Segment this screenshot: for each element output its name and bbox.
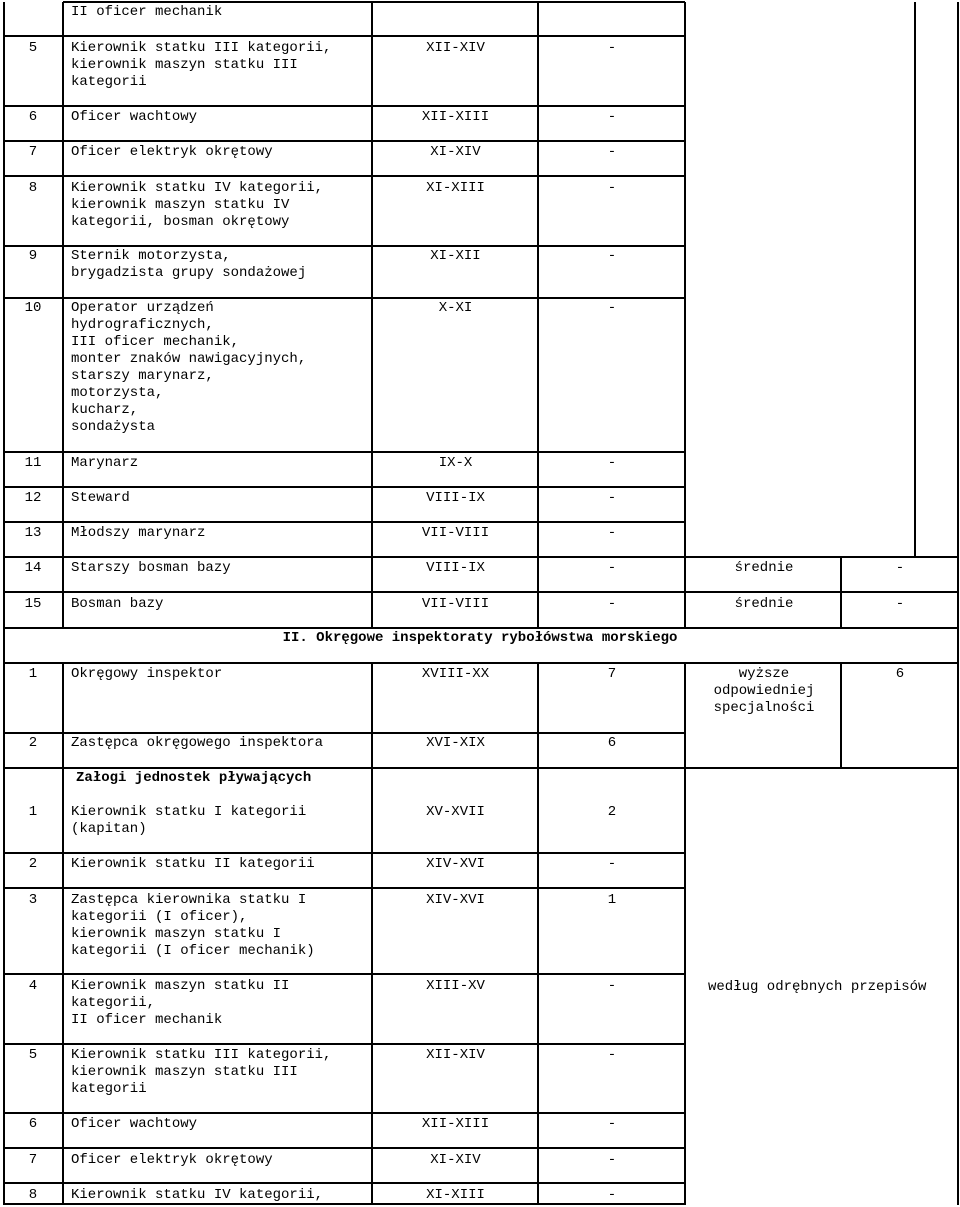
table-cell-col4: 1 [607, 892, 617, 908]
grid-line [4, 105, 685, 107]
grid-line [840, 663, 842, 768]
table-cell-title: Zastępca kierownika statku I kategorii (I oficer), kierownik maszyn statku I kategorii (I oficer mechanik) [71, 892, 315, 959]
table-cell-col4: - [607, 525, 617, 541]
table-cell-title: Operator urządzeń hydrograficznych, III oficer mechanik, monter znaków nawigacyjnych, starszy marynarz, motorzysta, kucharz, sondażysta [71, 300, 307, 435]
grid-line [4, 591, 958, 593]
grid-line [914, 2, 916, 557]
table-cell-title: Oficer elektryk okrętowy [71, 1152, 273, 1168]
table-cell-col4: - [607, 1187, 617, 1203]
table-cell-title: Oficer wachtowy [71, 109, 198, 125]
grid-line [62, 663, 64, 1205]
table-cell-number: 2 [28, 856, 38, 872]
grid-line [63, 1, 685, 3]
table-cell-title: Zastępca okręgowego inspektora [71, 735, 324, 751]
table-cell-number: 1 [28, 666, 38, 682]
table-cell-col4: 7 [607, 666, 617, 682]
table-cell-title: Oficer wachtowy [71, 1116, 198, 1132]
table-cell-col4: - [607, 40, 617, 56]
grid-line [4, 245, 685, 247]
table-cell-title: Okręgowy inspektor [71, 666, 223, 682]
table-cell-col4: 6 [607, 735, 617, 751]
grid-line [4, 852, 685, 854]
table-cell-grade: XI-XIII [426, 180, 485, 196]
table-cell-title: Kierownik statku IV kategorii, kierownik maszyn statku IV kategorii, bosman okrętowy [71, 180, 324, 230]
table-cell-grade: VIII-IX [426, 490, 485, 506]
grid-line [4, 486, 685, 488]
table-cell-col4: - [607, 109, 617, 125]
table-cell-col4: - [607, 300, 617, 316]
table-cell-grade: XII-XIII [421, 1116, 490, 1132]
table-cell-title: II oficer mechanik [71, 4, 223, 20]
table-cell-number: 8 [28, 180, 38, 196]
table-cell-grade: XI-XIII [426, 1187, 485, 1203]
table-cell-grade: XII-XIV [426, 1047, 485, 1063]
table-cell-col4: - [607, 1047, 617, 1063]
table-cell-title: Kierownik statku IV kategorii, [71, 1187, 324, 1203]
table-cell-education: średnie [734, 560, 794, 576]
table-cell-number: 12 [24, 490, 42, 506]
table-cell-number: 13 [24, 525, 42, 541]
table-cell-number: 10 [24, 300, 42, 316]
table-cell-number: 15 [24, 596, 42, 612]
grid-line [4, 732, 685, 734]
grid-line [4, 175, 685, 177]
table-cell-grade: VIII-IX [426, 560, 485, 576]
table-cell-grade: XI-XIV [430, 144, 481, 160]
table-cell-grade: XII-XIII [421, 109, 490, 125]
grid-line [62, 2, 64, 628]
table-cell-title: Kierownik statku I kategorii (kapitan) [71, 804, 307, 837]
table-cell-col4: - [607, 455, 617, 471]
grid-line [4, 521, 685, 523]
table-cell-title: Kierownik statku II kategorii [71, 856, 315, 872]
grid-line [4, 1112, 685, 1114]
table-cell-title: Młodszy marynarz [71, 525, 206, 541]
grid-line [4, 556, 958, 558]
table-cell-col4: - [607, 490, 617, 506]
grid-line [4, 1182, 685, 1184]
table-cell-number: 9 [28, 248, 38, 264]
table-cell-col4: - [607, 1116, 617, 1132]
grid-line [4, 767, 958, 769]
table-cell-number: 8 [28, 1187, 38, 1203]
grid-line [4, 887, 685, 889]
col6-merged-cell: 6 [895, 666, 905, 682]
table-cell-col4: - [607, 978, 617, 994]
grid-line [4, 1147, 685, 1149]
grid-line [4, 140, 685, 142]
table-cell-number: 3 [28, 892, 38, 908]
table-cell-title: Kierownik statku III kategorii, kierownik maszyn statku III kategorii [71, 1047, 332, 1097]
table-cell-grade: XV-XVII [426, 804, 485, 820]
table-cell-col4: - [607, 248, 617, 264]
table-cell-number: 5 [28, 1047, 38, 1063]
crew-heading: Załogi jednostek pływających [76, 770, 312, 786]
table-cell-number: 7 [28, 144, 38, 160]
grid-line [4, 1043, 685, 1045]
table-cell-grade: XII-XIV [426, 40, 485, 56]
table-cell-number: 1 [28, 804, 38, 820]
table-cell-number: 11 [24, 455, 42, 471]
section-heading: II. Okręgowe inspektoraty rybołówstwa morskiego [282, 630, 678, 646]
education-merged-cell: wyższe odpowiedniej specjalności [713, 666, 815, 716]
grid-line [4, 35, 685, 37]
table-cell-grade: XIII-XV [426, 978, 485, 994]
table-cell-number: 7 [28, 1152, 38, 1168]
table-cell-grade: IX-X [438, 455, 473, 471]
table-cell-col4: - [607, 560, 617, 576]
table-cell-col6: - [895, 596, 905, 612]
table-cell-title: Starszy bosman bazy [71, 560, 231, 576]
grid-line [4, 297, 685, 299]
grid-line [4, 627, 958, 629]
table-cell-number: 4 [28, 978, 38, 994]
table-cell-col4: - [607, 1152, 617, 1168]
table-cell-col4: - [607, 180, 617, 196]
table-cell-col4: - [607, 856, 617, 872]
table-cell-title: Oficer elektryk okrętowy [71, 144, 273, 160]
table-cell-number: 2 [28, 735, 38, 751]
table-cell-grade: XIV-XVI [426, 856, 485, 872]
table-cell-title: Sternik motorzysta, brygadzista grupy sondażowej [71, 248, 307, 281]
table-cell-title: Kierownik statku III kategorii, kierownik maszyn statku III kategorii [71, 40, 332, 90]
table-cell-grade: XVI-XIX [426, 735, 485, 751]
table-cell-number: 14 [24, 560, 42, 576]
grid-line [4, 973, 685, 975]
table-cell-number: 5 [28, 40, 38, 56]
table-cell-grade: XI-XIV [430, 1152, 481, 1168]
table-cell-title: Kierownik maszyn statku II kategorii, II oficer mechanik [71, 978, 290, 1028]
table-cell-col6: - [895, 560, 905, 576]
table-cell-number: 6 [28, 109, 38, 125]
table-cell-grade: XI-XII [430, 248, 481, 264]
table-cell-title: Steward [71, 490, 130, 506]
table-cell-col4: 2 [607, 804, 617, 820]
table-cell-col4: - [607, 144, 617, 160]
table-cell-grade: XIV-XVI [426, 892, 485, 908]
grid-line [4, 662, 958, 664]
table-cell-grade: X-XI [438, 300, 473, 316]
table-cell-grade: VII-VIII [421, 596, 490, 612]
table-cell-col4: - [607, 596, 617, 612]
table-cell-grade: XVIII-XX [421, 666, 490, 682]
table-cell-number: 6 [28, 1116, 38, 1132]
crew-note: według odrębnych przepisów [708, 979, 927, 995]
grid-line [4, 451, 685, 453]
table-cell-title: Marynarz [71, 455, 139, 471]
table-cell-grade: VII-VIII [421, 525, 490, 541]
table-cell-title: Bosman bazy [71, 596, 164, 612]
table-cell-education: średnie [734, 596, 794, 612]
